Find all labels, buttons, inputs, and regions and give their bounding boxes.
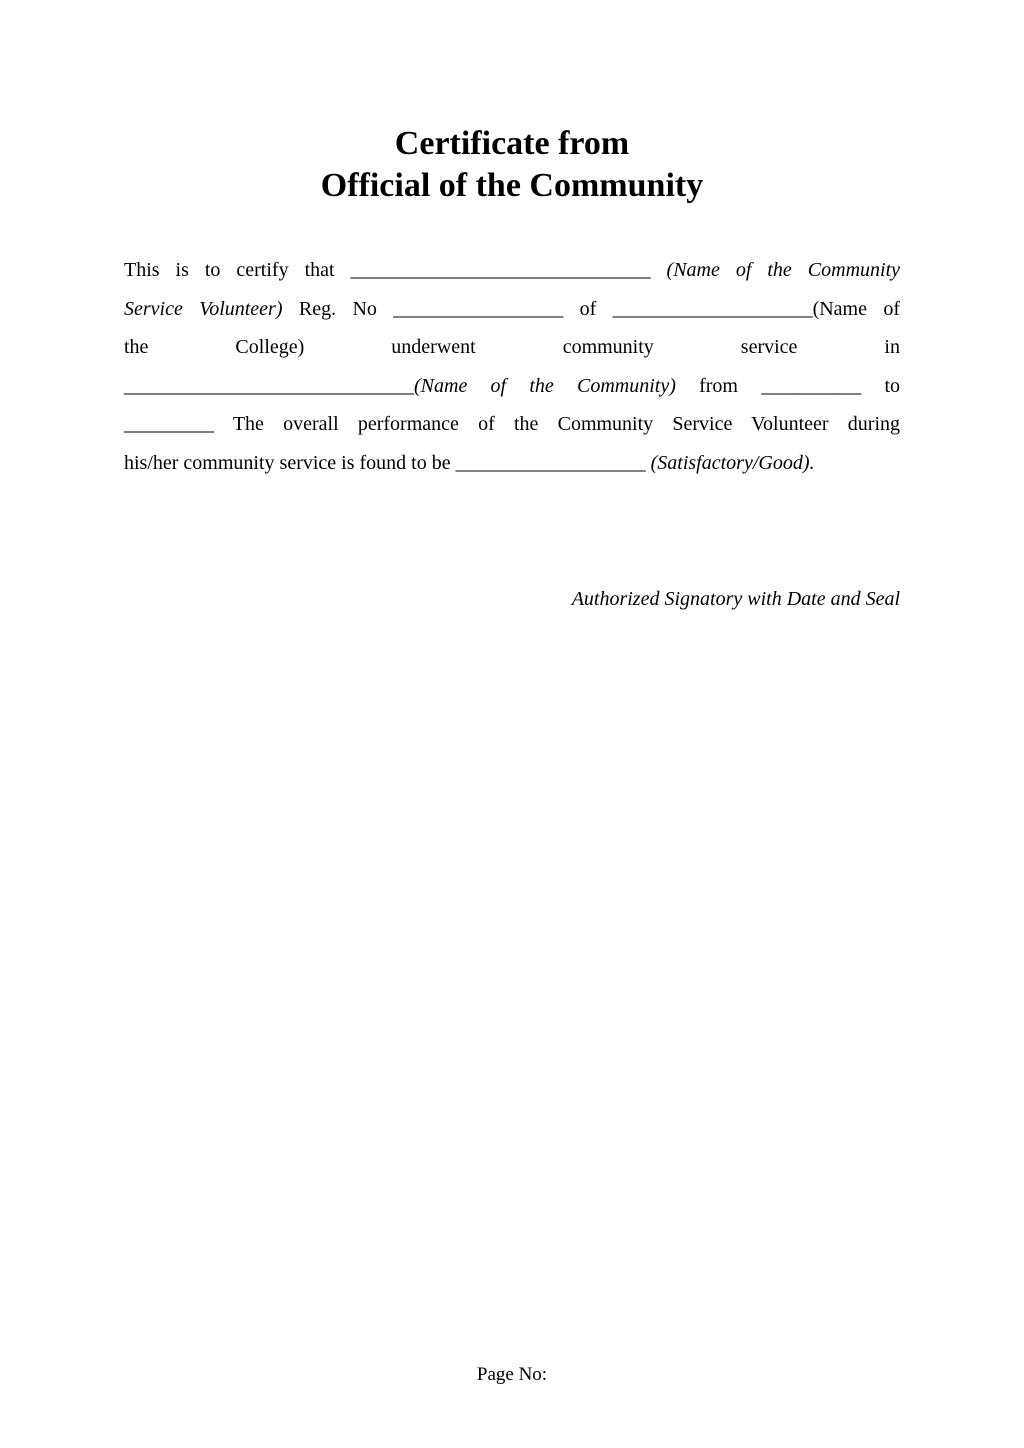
authorized-signatory: Authorized Signatory with Date and Seal xyxy=(571,588,900,610)
volunteer-name-hint: (Name of the Community xyxy=(666,259,901,281)
volunteer-name-hint-cont: Service Volunteer) xyxy=(124,297,283,320)
word: underwent xyxy=(391,336,476,359)
community-blank: _____________________________ xyxy=(124,374,414,397)
community-name-hint: (Name of the Community) xyxy=(414,374,676,397)
title-line-2: Official of the Community xyxy=(320,167,704,204)
date-from-blank: from __________ to xyxy=(699,374,901,397)
performance-blank: his/her community service is found to be ___________________ xyxy=(124,451,646,474)
word: College) xyxy=(235,336,305,359)
certificate-body xyxy=(124,251,900,483)
body-line-3 xyxy=(124,328,900,367)
performance-hint: (Satisfactory/Good). xyxy=(650,451,815,474)
page-number: Page No: xyxy=(476,1364,548,1385)
date-to-performance: _________ The overall performance of the Community Service Volunteer during xyxy=(124,413,900,436)
word: community xyxy=(562,336,654,359)
certificate-title xyxy=(0,123,1024,207)
body-line-4 xyxy=(124,367,900,406)
word: the xyxy=(124,336,149,359)
word: in xyxy=(884,336,900,359)
body-line-5 xyxy=(124,405,900,444)
certify-name-blank: This is to certify that ______________________________ xyxy=(124,259,651,281)
word: service xyxy=(740,336,798,359)
body-line-2 xyxy=(124,290,900,329)
body-line-6 xyxy=(124,444,900,483)
reg-no-college-blank: Reg. No _________________ of ____________________(Name of xyxy=(298,297,900,320)
title-line-1: Certificate from xyxy=(394,125,630,162)
body-line-1 xyxy=(124,251,900,290)
